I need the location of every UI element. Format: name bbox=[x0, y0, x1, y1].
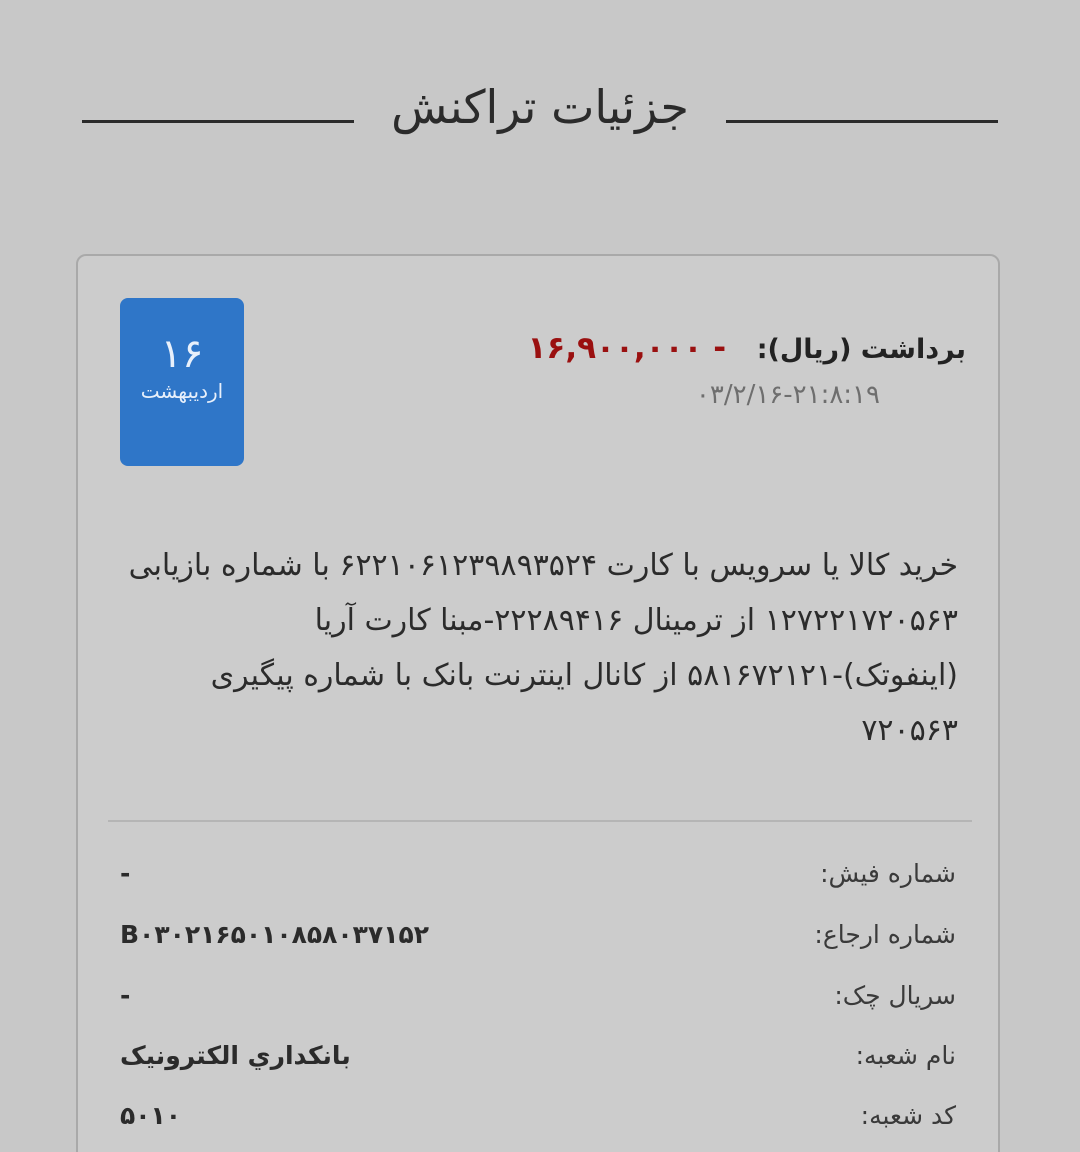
detail-row-check-serial bbox=[120, 976, 956, 1016]
detail-value: - bbox=[120, 859, 131, 888]
transaction-card bbox=[76, 254, 1000, 1152]
page-title: جزئیات تراکنش bbox=[391, 80, 689, 134]
detail-value: - bbox=[120, 981, 131, 1010]
amount-value: - ۱۶,۹۰۰,۰۰۰ bbox=[527, 330, 727, 366]
detail-label: شماره فیش: bbox=[820, 859, 956, 888]
detail-value: ۵۰۱۰ bbox=[120, 1101, 182, 1130]
detail-label: سریال چک: bbox=[834, 981, 956, 1010]
detail-row-branch-name bbox=[120, 1036, 956, 1076]
detail-row-branch-code bbox=[120, 1096, 956, 1136]
detail-label: شماره ارجاع: bbox=[814, 920, 956, 949]
transaction-description: خرید کالا یا سرویس با کارت ۶۲۲۱۰۶۱۲۳۹۸۹۳۵۲۴ با شماره بازیابی ۱۲۷۲۲۱۷۲۰۵۶۳ از ترمینال ۲۲۲۸۹۴۱۶-مبنا کارت آریا (اینفوتک)-۵۸۱۶۷۲۱۲۱ از کانال اینترنت بانک با شماره پیگیری ۷۲۰۵۶۳ bbox=[128, 548, 958, 748]
section-divider bbox=[108, 820, 972, 822]
amount-row bbox=[528, 328, 967, 370]
detail-label: کد شعبه: bbox=[860, 1101, 956, 1130]
title-divider-left bbox=[82, 120, 354, 123]
date-day: ۱۶ bbox=[160, 331, 204, 377]
detail-row-reference-number bbox=[120, 915, 956, 955]
date-badge bbox=[120, 298, 244, 466]
detail-value: B۰۳۰۲۱۶۵۰۱۰۸۵۸۰۳۷۱۵۲ bbox=[120, 920, 429, 949]
transaction-timestamp: ۰۳/۲/۱۶-۲۱:۸:۱۹ bbox=[695, 380, 880, 410]
date-month: اردیبهشت bbox=[140, 379, 224, 403]
detail-row-receipt-number bbox=[120, 854, 956, 894]
detail-value: بانكداري الكترونيک bbox=[120, 1041, 351, 1070]
page-header bbox=[80, 72, 1000, 142]
amount-label: برداشت (ریال): bbox=[756, 334, 966, 365]
title-divider-right bbox=[726, 120, 998, 123]
detail-label: نام شعبه: bbox=[855, 1041, 956, 1070]
